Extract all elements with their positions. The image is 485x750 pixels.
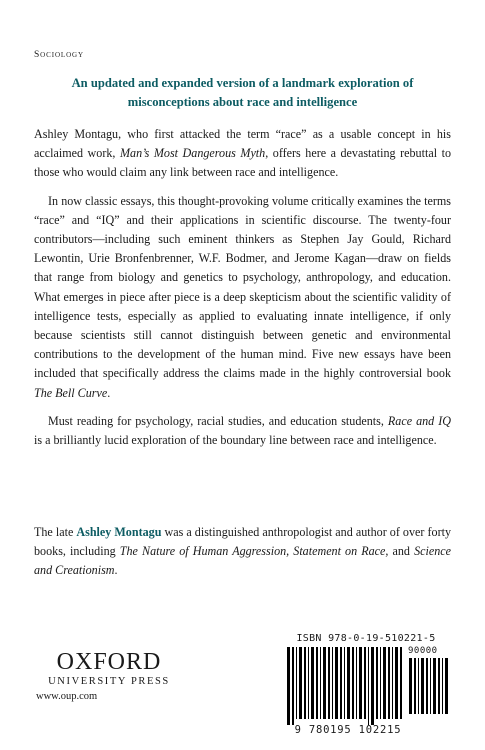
isbn-number: ISBN 978-0-19-510221-5 bbox=[296, 633, 436, 644]
barcode-block bbox=[286, 633, 451, 738]
barcode-stripe bbox=[299, 647, 302, 719]
barcode-stripe bbox=[418, 658, 419, 714]
barcode-stripe bbox=[287, 647, 290, 725]
description-paragraph-1: Ashley Montagu, who first attacked the term “race” as a usable concept in his acclaimed work, Man’s Most Dangerous Myth, offers here a devastating rebuttal to those who would claim any link between race and intelligence. bbox=[34, 127, 451, 180]
publisher-url: www.oup.com bbox=[36, 691, 98, 702]
barcode-stripe bbox=[421, 658, 424, 714]
description-paragraph-2: In now classic essays, this thought-provoking volume critically examines the terms “race” and “IQ” and their applications in scientific discourse. The twenty-four contributors—including such eminent thinkers as Stephen Jay Gould, Richard Lewontin, Urie Bronfenbrenner, W.F. Bodmer, and Jerome Kagan—draw on fields that range from biology and genetics to psychology, anthropology, and education. What emerges in piece after piece is a deep skepticism about the scientific validity of intelligence tests, especially as applied to evaluating innate intelligence, if only because scientists still cannot distinguish between genetic and environmental contributions to the development of the human mind. Five new essays have been included that specifically address the claims made in the highly controversial book The Bell Curve. bbox=[34, 193, 451, 400]
barcode-stripe bbox=[426, 658, 428, 714]
barcode-stripe bbox=[296, 647, 297, 719]
barcode-stripe bbox=[376, 647, 378, 719]
barcode-stripe bbox=[311, 647, 314, 719]
description bbox=[34, 125, 451, 459]
book-title: The Bell Curve bbox=[34, 385, 108, 400]
author-name: Ashley Montagu bbox=[76, 525, 162, 539]
barcode-stripe bbox=[359, 647, 362, 719]
barcode-stripe bbox=[356, 647, 357, 719]
author-bio: The late Ashley Montagu was a distinguished anthropologist and author of over forty books, including The Nature of Human Aggression, Statement on Race, and Science and Creationism. bbox=[34, 525, 451, 578]
barcode-stripe bbox=[409, 658, 412, 714]
barcode-stripe bbox=[344, 647, 345, 719]
book-title: The Nature of Human Aggression, Statement on Race, bbox=[119, 544, 389, 559]
barcode-stripe bbox=[414, 658, 416, 714]
book-title: Race and IQ bbox=[387, 413, 451, 428]
ean-number: 9 780195 102215 bbox=[294, 724, 402, 736]
barcode-stripe bbox=[328, 647, 330, 719]
barcode-stripe bbox=[445, 658, 448, 714]
book-title: Man’s Most Dangerous Myth bbox=[119, 146, 266, 161]
barcode-stripe bbox=[340, 647, 342, 719]
book-title: Science and Creationism bbox=[34, 544, 451, 578]
barcode-stripe bbox=[433, 658, 436, 714]
barcode-stripe bbox=[438, 658, 440, 714]
barcode-stripe bbox=[380, 647, 381, 719]
ean-barcode-icon bbox=[286, 647, 404, 727]
barcode-stripe bbox=[430, 658, 431, 714]
publisher-logo: OXFORD bbox=[56, 649, 162, 675]
barcode-stripe bbox=[332, 647, 333, 719]
publisher-block bbox=[34, 650, 184, 702]
addon-barcode-icon bbox=[408, 658, 448, 722]
price-code: 90000 bbox=[408, 646, 438, 656]
barcode-stripe bbox=[316, 647, 318, 719]
barcode-stripe bbox=[442, 658, 443, 714]
barcode-stripe bbox=[308, 647, 309, 719]
barcode-stripe bbox=[383, 647, 386, 719]
barcode-stripe bbox=[347, 647, 350, 719]
barcode-stripe bbox=[395, 647, 398, 719]
description-paragraph-3: Must reading for psychology, racial studies, and education students, Race and IQ is a brilliantly lucid exploration of the boundary line between race and intelligence. bbox=[34, 413, 451, 448]
barcode-stripe bbox=[368, 647, 369, 725]
publisher-subtitle: UNIVERSITY PRESS bbox=[48, 676, 170, 687]
barcode-stripe bbox=[320, 647, 321, 719]
barcode-stripe bbox=[292, 647, 294, 725]
barcode-stripe bbox=[400, 647, 402, 719]
barcode-stripe bbox=[388, 647, 390, 719]
barcode-stripe bbox=[364, 647, 366, 719]
headline: An updated and expanded version of a landmark exploration of misconceptions about race and intelligence bbox=[71, 76, 414, 109]
barcode-stripe bbox=[335, 647, 338, 719]
barcode-stripe bbox=[392, 647, 393, 719]
barcode-stripe bbox=[371, 647, 374, 725]
barcode-stripe bbox=[304, 647, 306, 719]
category-label: Sociology bbox=[34, 50, 84, 60]
barcode-stripe bbox=[352, 647, 354, 719]
barcode-stripe bbox=[323, 647, 326, 719]
